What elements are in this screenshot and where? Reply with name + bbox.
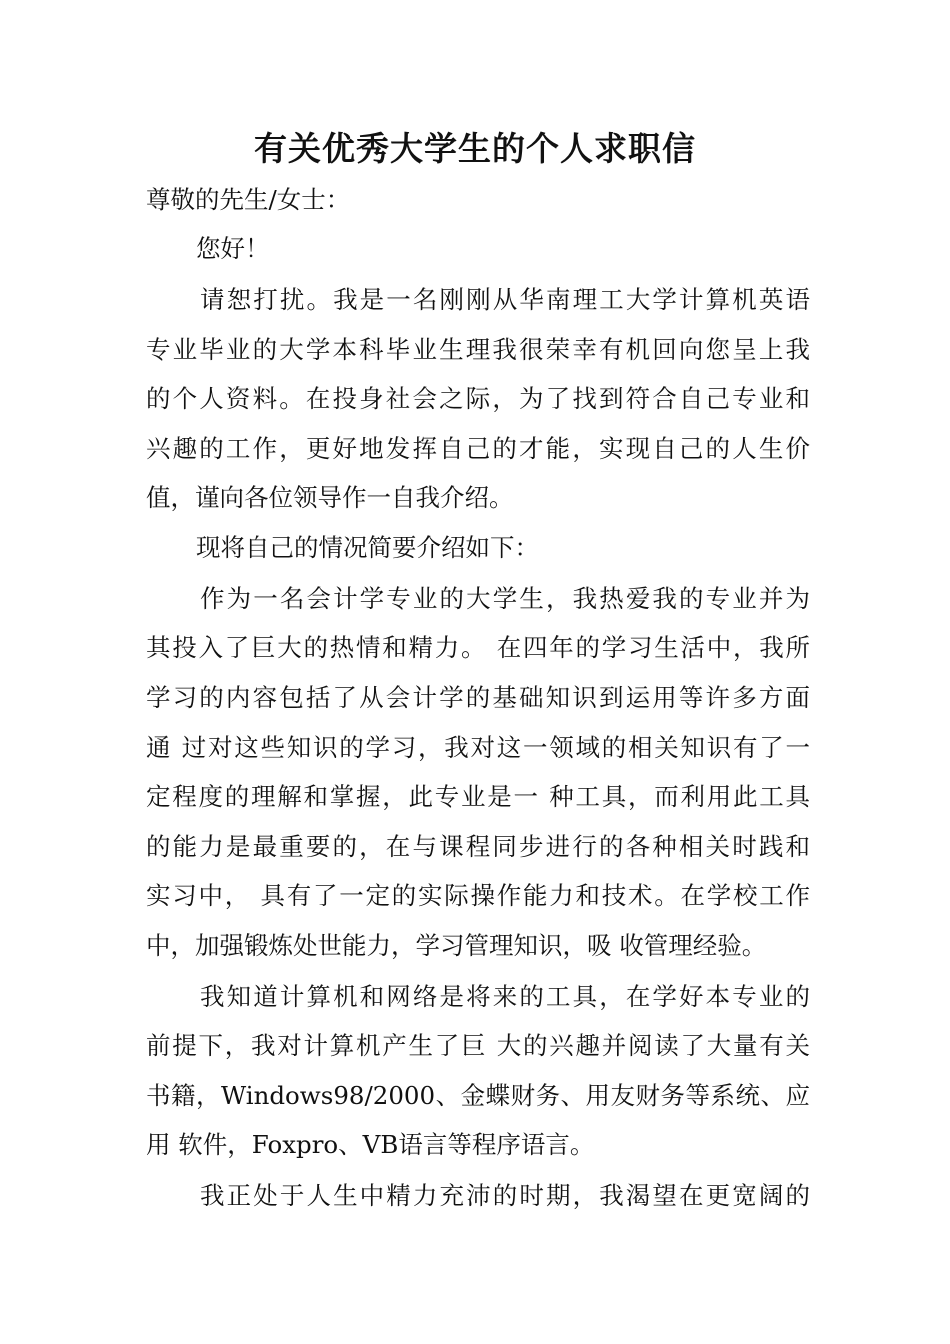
paragraph-4-line-1: 我知道计算机和网络是将来的工具，在学好本专业的 [200,982,810,1011]
paragraph-1-line-3: 的个人资料。在投身社会之际，为了找到符合自己专业和 [146,384,810,413]
paragraph-1-line-5: 值，谨向各位领导作一自我介绍。 [146,483,514,512]
paragraph-1-line-1: 请恕打扰。我是一名刚刚从华南理工大学计算机英语 [200,285,810,314]
paragraph-3-line-1: 作为一名会计学专业的大学生，我热爱我的专业并为 [200,584,810,613]
paragraph-5-line-1: 我正处于人生中精力充沛的时期，我渴望在更宽阔的 [200,1181,810,1210]
paragraph-3-line-2: 其投入了巨大的热情和精力。 在四年的学习生活中，我所 [146,633,810,662]
paragraph-1-line-4: 兴趣的工作，更好地发挥自己的才能，实现自己的人生价 [146,434,810,463]
paragraph-3-line-4: 通 过对这些知识的学习，我对这一领域的相关知识有了一 [146,733,810,762]
paragraph-3-line-3: 学习的内容包括了从会计学的基础知识到运用等许多方面 [146,683,810,712]
salutation-line: 尊敬的先生/女士： [146,185,351,214]
paragraph-3-line-5: 定程度的理解和掌握，此专业是一 种工具，而利用此工具 [146,782,810,811]
paragraph-1-line-2: 专业毕业的大学本科毕业生理我很荣幸有机回向您呈上我 [146,335,810,364]
paragraph-2-line-1: 现将自己的情况简要介绍如下： [196,533,539,562]
paragraph-3-line-8: 中，加强锻炼处世能力，学习管理知识，吸 收管理经验。 [146,931,767,960]
paragraph-3-line-6: 的能力是最重要的，在与课程同步进行的各种相关时践和 [146,832,810,861]
document-title: 有关优秀大学生的个人求职信 [254,129,696,168]
greeting-line: 您好！ [196,234,270,263]
paragraph-3-line-7: 实习中， 具有了一定的实际操作能力和技术。在学校工作 [146,881,810,910]
paragraph-4-line-2: 前提下，我对计算机产生了巨 大的兴趣并阅读了大量有关 [146,1031,810,1060]
paragraph-4-line-4: 用 软件，Foxpro、VB语言等程序语言。 [146,1130,595,1159]
paragraph-4-line-3: 书籍，Windows98/2000、金蝶财务、用友财务等系统、应 [146,1081,810,1110]
